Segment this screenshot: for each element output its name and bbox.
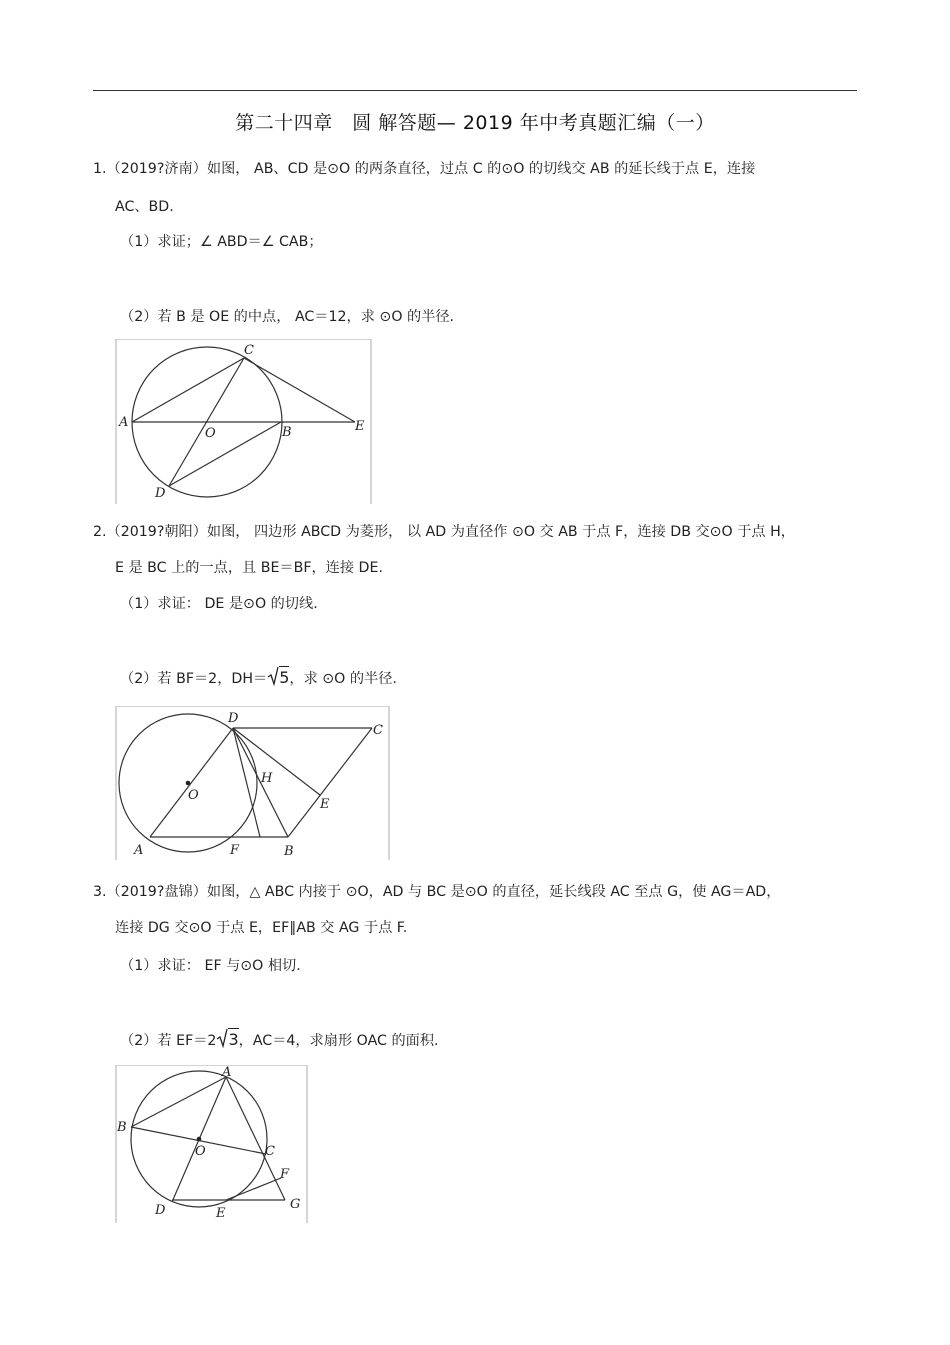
problem-3-part-2-suffix: ，AC＝4，求扇形 OAC 的面积. (238, 1033, 439, 1049)
problem-1-part-2: （2）若 B 是 OE 的中点， AC＝12，求 ⊙O 的半径. (120, 309, 455, 325)
fig2-label-A: A (134, 843, 144, 858)
fig3-label-O: O (195, 1144, 206, 1159)
problem-2-radicand: 5 (279, 668, 290, 687)
problem-3-statement: 3.（2019?盘锦）如图，△ ABC 内接于 ⊙O，AD 与 BC 是⊙O 的直径，延长线段 AC 至点 G，使 AG＝AD， (93, 884, 781, 900)
problem-2-part-1: （1）求证： DE 是⊙O 的切线. (120, 596, 318, 612)
problem-3-part-2-prefix: （2）若 EF＝2 (120, 1033, 217, 1049)
fig3-label-G: G (290, 1197, 301, 1212)
problem-3-radicand: 3 (228, 1030, 239, 1049)
fig3-label-C: C (265, 1144, 275, 1159)
fig3-label-D: D (155, 1203, 166, 1218)
fig3-label-B: B (117, 1120, 127, 1135)
fig1-label-D: D (155, 486, 166, 501)
problem-3-statement-cont: 连接 DG 交⊙O 于点 E，EF∥AB 交 AG 于点 F. (115, 920, 408, 936)
problem-1-part-1: （1）求证；∠ ABD＝∠ CAB； (120, 234, 323, 250)
problem-2-statement: 2.（2019?朝阳）如图， 四边形 ABCD 为菱形， 以 AD 为直径作 ⊙O 交 AB 于点 F，连接 DB 交⊙O 于点 H， (93, 524, 795, 540)
problem-2-figure (115, 706, 391, 860)
fig2-label-F: F (230, 843, 240, 858)
problem-1-statement: 1.（2019?济南）如图， AB、CD 是⊙O 的两条直径，过点 C 的⊙O 的切线交 AB 的延长线于点 E，连接 (93, 161, 756, 177)
problem-3-part-2 (120, 1028, 439, 1052)
problem-2-statement-cont: E 是 BC 上的一点，且 BE＝BF，连接 DE. (115, 560, 383, 576)
fig2-center-dot (186, 781, 191, 786)
problem-1-figure (115, 339, 373, 504)
fig3-label-A: A (222, 1065, 232, 1080)
problem-3-figure (115, 1065, 309, 1223)
fig1-label-O: O (205, 426, 216, 441)
fig2-label-C: C (373, 723, 383, 738)
fig1-label-E: E (355, 419, 365, 434)
fig2-label-B: B (284, 844, 294, 859)
sqrt-icon (216, 1028, 228, 1052)
fig1-label-A: A (119, 415, 129, 430)
fig3-label-E: E (216, 1206, 226, 1221)
problem-2-part-2-suffix: ，求 ⊙O 的半径. (289, 671, 397, 687)
page-title: 第二十四章 圆 解答题— 2019 年中考真题汇编（一） (235, 112, 715, 134)
problem-1-statement-cont: AC、BD. (115, 199, 174, 215)
fig2-label-O: O (188, 788, 199, 803)
fig1-label-B: B (282, 425, 292, 440)
problem-3-part-1: （1）求证： EF 与⊙O 相切. (120, 958, 301, 974)
fig3-label-F: F (280, 1167, 290, 1182)
sqrt-icon (267, 666, 279, 690)
fig2-label-E: E (320, 797, 330, 812)
problem-2-part-2 (120, 666, 397, 690)
fig3-center-dot (197, 1137, 202, 1142)
fig2-label-H: H (261, 771, 273, 786)
fig2-label-D: D (228, 711, 239, 726)
top-rule (93, 90, 857, 91)
problem-2-part-2-prefix: （2）若 BF＝2，DH＝ (120, 671, 268, 687)
fig1-label-C: C (244, 343, 254, 358)
